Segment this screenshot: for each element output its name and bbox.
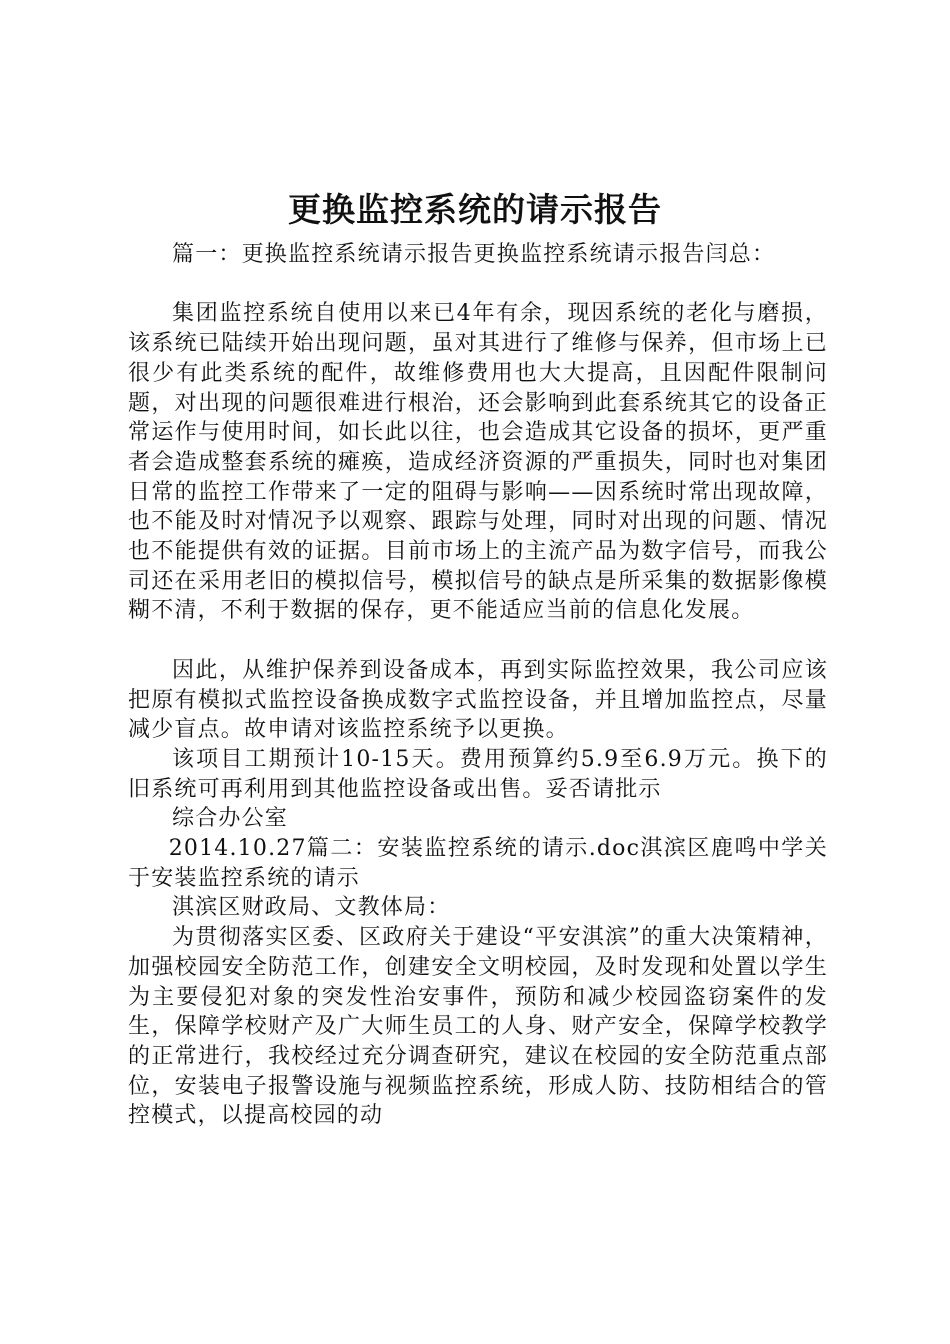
paragraph-request-body: 为贯彻落实区委、区政府关于建设“平安淇滨”的重大决策精神，加强校园安全防范工作，创建安全文明校园，及时发现和处置以学生为主要侵犯对象的突发性治安事件，预防和减少校园盗窃案件的发生，保障学校财产及广大师生员工的人身、财产安全，保障学校教学的正常进行，我校经过充分调查研究，建议在校园的安全防范重点部位，安装电子报警设施与视频监控系统，形成人防、技防相结合的管控模式，以提高校园的动: [128, 925, 828, 1129]
document-body: [128, 240, 828, 1131]
paragraph-signature: 综合办公室: [172, 806, 289, 832]
paragraph-budget: 该项目工期预计10-15天。费用预算约5.9至6.9万元。换下的旧系统可再利用到其他监控设备或出售。妥否请批示: [128, 746, 828, 802]
document-title: 更换监控系统的请示报告: [288, 190, 662, 229]
paragraph-intro: 篇一：更换监控系统请示报告更换监控系统请示报告闫总：: [172, 242, 776, 267]
paragraph-spacer: [128, 270, 828, 300]
paragraph-background: 集团监控系统自使用以来已4年有余，现因系统的老化与磨损，该系统已陆续开始出现问题，虽对其进行了维修与保养，但市场上已很少有此类系统的配件，故维修费用也大大提高，且因配件限制问题，对出现的问题很难进行根治，还会影响到此套系统其它的设备正常运作与使用时间，如长此以往，也会造成其它设备的损坏，更严重者会造成整套系统的瘫痪，造成经济资源的严重损失，同时也对集团日常的监控工作带来了一定的阻碍与影响——因系统时常出现故障，也不能及时对情况予以观察、跟踪与处理，同时对出现的问题、情况也不能提供有效的证据。目前市场上的主流产品为数字信号，而我公司还在采用老旧的模拟信号，模拟信号的缺点是所采集的数据影像模糊不清，不利于数据的保存，更不能适应当前的信息化发展。: [128, 301, 828, 624]
paragraph-proposal: 因此，从维护保养到设备成本，再到实际监控效果，我公司应该把原有模拟式监控设备换成数字式监控设备，并且增加监控点，尽量减少盲点。故申请对该监控系统予以更换。: [128, 657, 828, 743]
paragraph-addressee: 淇滨区财政局、文教体局：: [172, 895, 451, 921]
paragraph-date-part-two: 2014.10.27篇二：安装监控系统的请示.doc淇滨区鹿鸣中学关于安装监控系统的请示: [128, 836, 828, 891]
paragraph-spacer: [128, 626, 828, 656]
